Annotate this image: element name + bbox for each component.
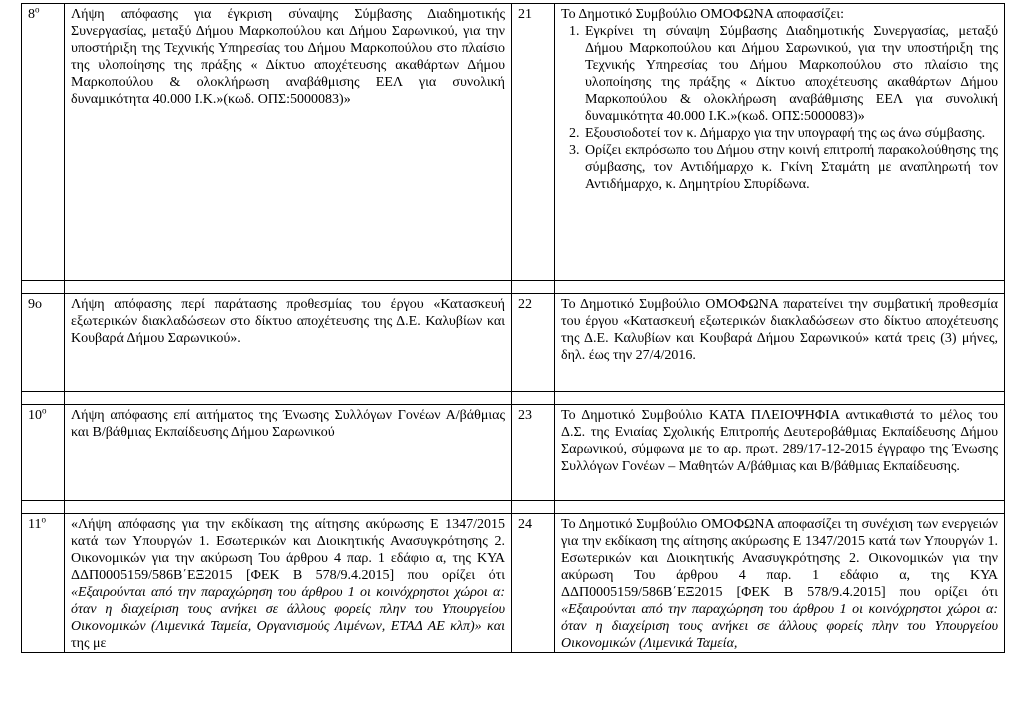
table-row xyxy=(22,514,1005,653)
minutes-table xyxy=(21,3,1005,653)
item-number: $10^o$ xyxy=(22,405,65,501)
decision-text xyxy=(555,4,1005,281)
decision-number: 23 xyxy=(512,405,555,501)
decision-text: Το Δημοτικό Συμβούλιο ΟΜΟΦΩΝΑ παρατείνει την συμβατική προθεσμία του έργου «Κατασκευή εξωτερικών διακλαδώσεων στο δίκτυο αποχέτευσης της Δ.Ε. Καλυβίων και Κουβαρά Δήμου Σαρωνικού» κατά τρεις (3) μήνες, δηλ. έως την 27/4/2016. xyxy=(555,294,1005,392)
decision-number: 24 xyxy=(512,514,555,653)
item-subject: Λήψη απόφασης περί παράτασης προθεσμίας του έργου «Κατασκευή εξωτερικών διακλαδώσεων στο δίκτυο αποχέτευσης της Δ.Ε. Καλυβίων και Κουβαρά Δήμου Σαρωνικού». xyxy=(65,294,512,392)
list-item: 1. Εγκρίνει τη σύναψη Σύμβασης Διαδημοτικής Συνεργασίας, μεταξύ Δήμου Μαρκοπούλου και Δήμου Σαρωνικού, για την υποστήριξη της Τεχνικής Υπηρεσίας του Δήμου Μαρκοπούλου στο πλαίσιο της υλοποίησης της πράξης « Δίκτυο αποχέτευσης ακαθάρτων Δήμου Μαρκοπούλου & ολοκλήρωση αναβάθμισης ΕΕΛ για συνολική δυναμικότητα 40.000 Ι.Κ.»(κωδ. ΟΠΣ:5000083)» xyxy=(583,23,998,125)
decision-list xyxy=(561,23,998,193)
item-number: 9ο xyxy=(22,294,65,392)
item-subject: «Λήψη απόφασης για την εκδίκαση της αίτησης ακύρωσης Ε 1347/2015 κατά των Υπουργών 1. Εσωτερικών και Διοικητικής Ανασυγκρότησης 2. Οικονομικών για την ακύρωση Του άρθρου 4 παρ. 1 εδάφιο α, της ΚΥΑ ΔΔΠ0005159/586Β΄ΕΞ2015 [ΦΕΚ Β 578/9.4.2015] που ορίζει ότι «Εξαιρούνται από την παραχώρηση του άρθρου 1 οι κοινόχρηστοι χώροι α: όταν η διαχείριση τους ανήκει σε άλλους φορείς πλην του Υπουργείου Οικονομικών (Λιμενικά Ταμεία, Οργανισμούς Λιμένων, ΕΤΑΔ ΑΕ κλπ)» και της με xyxy=(65,514,512,653)
item-number: $11^o$ xyxy=(22,514,65,653)
item-subject: Λήψη απόφασης επί αιτήματος της Ένωσης Συλλόγων Γονέων Α/βάθμιας και Β/βάθμιας Εκπαίδευσης Δήμου Σαρωνικού xyxy=(65,405,512,501)
item-subject: Λήψη απόφασης για έγκριση σύναψης Σύμβασης Διαδημοτικής Συνεργασίας, μεταξύ Δήμου Μαρκοπούλου και Δήμου Σαρωνικού, για την υποστήριξη της Τεχνικής Υπηρεσίας του Δήμου Μαρκοπούλου στο πλαίσιο της υλοποίησης της πράξης « Δίκτυο αποχέτευσης ακαθάρτων Δήμου Μαρκοπούλου & ολοκλήρωση αναβάθμισης ΕΕΛ για συνολική δυναμικότητα 40.000 Ι.Κ.»(κωδ. ΟΠΣ:5000083)» xyxy=(65,4,512,281)
table-row xyxy=(22,4,1005,281)
decision-text: Το Δημοτικό Συμβούλιο ΚΑΤΑ ΠΛΕΙΟΨΗΦΙΑ αντικαθιστά το μέλος του Δ.Σ. της Ενιαίας Σχολικής Επιτροπής Δευτεροβάθμιας Εκπαίδευσης Δήμου Σαρωνικού, σύμφωνα με το αρ. πρωτ. 289/17-12-2015 έγγραφο της Ένωσης Συλλόγων Γονέων – Μαθητών Α/βάθμιας και Β/βάθμιας Εκπαίδευσης. xyxy=(555,405,1005,501)
decision-lead: Το Δημοτικό Συμβούλιο ΟΜΟΦΩΝΑ αποφασίζει: xyxy=(561,7,845,22)
table-row xyxy=(22,294,1005,392)
decision-number: 22 xyxy=(512,294,555,392)
list-item: 2. Εξουσιοδοτεί τον κ. Δήμαρχο για την υπογραφή της ως άνω σύμβασης. xyxy=(583,125,998,142)
list-item: 3. Ορίζει εκπρόσωπο του Δήμου στην κοινή επιτροπή παρακολούθησης της σύμβασης, τον Αντιδήμαρχο κ. Γκίνη Σταμάτη με αναπληρωτή τον Αντιδήμαρχο, κ. Δημητρίου Σπυρίδωνα. xyxy=(583,142,998,193)
decision-text: Το Δημοτικό Συμβούλιο ΟΜΟΦΩΝΑ αποφασίζει τη συνέχιση των ενεργειών για την εκδίκαση της αίτησης ακύρωσης Ε 1347/2015 κατά των Υπουργών 1. Εσωτερικών και Διοικητικής Ανασυγκρότησης 2. Οικονομικών για την ακύρωση Του άρθρου 4 παρ. 1 εδάφιο α, της ΚΥΑ ΔΔΠ0005159/586Β΄ΕΞ2015 [ΦΕΚ Β 578/9.4.2015] που ορίζει ότι «Εξαιρούνται από την παραχώρηση του άρθρου 1 οι κοινόχρηστοι χώροι α: όταν η διαχείριση τους ανήκει σε άλλους φορείς πλην του Υπουργείου Οικονομικών (Λιμενικά Ταμεία, xyxy=(555,514,1005,653)
item-number: $8^o$ xyxy=(22,4,65,281)
decision-number: 21 xyxy=(512,4,555,281)
table-row xyxy=(22,405,1005,501)
